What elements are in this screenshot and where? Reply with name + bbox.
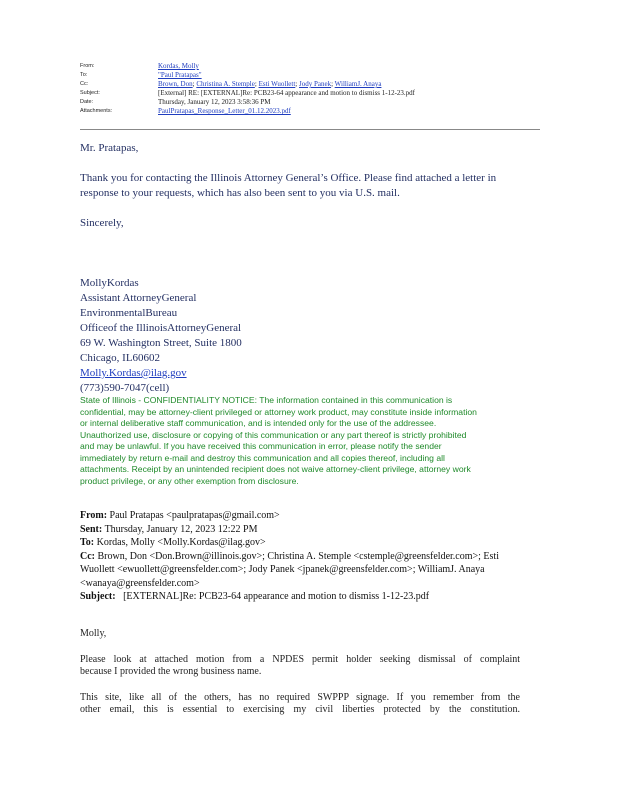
signature-address-city: Chicago, IL60602 bbox=[80, 352, 161, 364]
notice-line: attachments. Receipt by an unintended recipient does not waive attorney-client privilege, attorney work bbox=[80, 464, 471, 474]
header-from-row bbox=[80, 62, 542, 71]
signature-block bbox=[80, 276, 550, 396]
original-para-line: because I provided the wrong business name. bbox=[80, 666, 262, 677]
fw-subject-label: Subject: bbox=[80, 591, 116, 602]
fw-to-row bbox=[80, 536, 550, 550]
header-to-label: To: bbox=[80, 72, 88, 78]
original-para-line: Please look at attached motion from a NPDES permit holder seeking dismissal of complaint bbox=[80, 654, 520, 665]
cc-recipient[interactable]: Brown, Don bbox=[158, 80, 193, 88]
header-attachments-row bbox=[80, 107, 542, 116]
original-message-body bbox=[80, 628, 520, 716]
fw-sent-value: Thursday, January 12, 2023 12:22 PM bbox=[104, 523, 258, 535]
header-from-value[interactable]: Kordas, Molly bbox=[158, 62, 199, 70]
fw-from-label: From: bbox=[80, 510, 108, 521]
original-para-line: This site, like all of the others, has no required SWPPP signage. If you remember from the bbox=[80, 692, 520, 703]
cc-recipient[interactable]: Esti Wuollett bbox=[258, 80, 296, 88]
signature-name: MollyKordas bbox=[80, 277, 139, 289]
email-header bbox=[80, 62, 542, 116]
cc-recipient[interactable]: WilliamJ. Anaya bbox=[334, 80, 382, 88]
notice-line: State of Illinois - CONFIDENTIALITY NOTICE: The information contained in this communication is bbox=[80, 395, 453, 405]
header-cc-row bbox=[80, 80, 542, 89]
fw-from-row bbox=[80, 509, 550, 523]
reply-body bbox=[80, 141, 550, 396]
fw-from-value: Paul Pratapas <paulpratapas@gmail.com> bbox=[109, 510, 280, 521]
signature-office: Officeof the IllinoisAttorneyGeneral bbox=[80, 322, 242, 334]
notice-line: and may be unlawful. If you have received this communication in error, please notify the sender bbox=[80, 441, 442, 451]
fw-cc-value: Brown, Don <Don.Brown@illinois.gov>; Christina A. Stemple <cstemple@greensfelder.com>; Esti bbox=[97, 550, 499, 562]
signature-email-link[interactable]: Molly.Kordas@ilag.gov bbox=[80, 367, 187, 379]
fw-cc-label: Cc: bbox=[80, 550, 95, 562]
fw-subject-row bbox=[80, 590, 550, 604]
signature-address-street: 69 W. Washington Street, Suite 1800 bbox=[80, 337, 242, 349]
fw-cc-line: Wuollett <ewuollett@greensfelder.com>; Jody Panek <jpanek@greensfelder.com>; WilliamJ. Anaya bbox=[80, 564, 485, 575]
reply-para-line: Thank you for contacting the Illinois Attorney General’s Office. Please find attached a letter in bbox=[80, 172, 497, 184]
fw-to-value: Kordas, Molly <Molly.Kordas@ilag.gov> bbox=[96, 537, 266, 548]
cc-recipient[interactable]: Jody Panek bbox=[299, 80, 332, 88]
reply-closing: Sincerely, bbox=[80, 217, 124, 229]
forwarded-header bbox=[80, 509, 550, 604]
header-attachments-label: Attachments: bbox=[80, 108, 113, 114]
fw-to-label: To: bbox=[80, 537, 95, 548]
notice-line: confidential, may be attorney-client privileged or attorney work product, may constitute inside information bbox=[80, 406, 477, 417]
notice-line: Unauthorized use, disclosure or copying of this communication or any part thereof is strictly prohibited bbox=[80, 429, 467, 440]
confidentiality-notice bbox=[80, 395, 550, 487]
header-date-label: Date: bbox=[80, 99, 94, 105]
header-subject-value: [External] RE: [EXTERNAL]Re: PCB23-64 appearance and motion to dismiss 1-12-23.pdf bbox=[158, 89, 416, 97]
header-to-row bbox=[80, 71, 542, 80]
header-subject-label: Subject: bbox=[80, 90, 100, 96]
cc-recipient[interactable]: Christina A. Stemple bbox=[196, 80, 255, 88]
signature-phone: (773)590-7047(cell) bbox=[80, 382, 170, 394]
header-cc-value: Brown, Don; Christina A. Stemple; Esti Wuollett; Jody Panek; WilliamJ. Anaya bbox=[158, 80, 382, 88]
header-from-label: From: bbox=[80, 63, 95, 69]
notice-line: or internal deliberative staff communication, and is intended only for the use of the addressee. bbox=[80, 418, 437, 428]
reply-salutation: Mr. Pratapas, bbox=[80, 142, 139, 154]
original-salutation: Molly, bbox=[80, 628, 107, 639]
header-cc-label: Cc: bbox=[80, 81, 89, 87]
header-to-value[interactable]: "Paul Pratapas" bbox=[158, 71, 202, 79]
attachment-link[interactable]: PaulPratapas_Response_Letter_01.12.2023.pdf bbox=[158, 107, 291, 115]
fw-cc-row bbox=[80, 550, 550, 564]
signature-title: Assistant AttorneyGeneral bbox=[80, 292, 197, 304]
header-date-row bbox=[80, 98, 542, 107]
header-subject-row bbox=[80, 89, 542, 98]
fw-cc-line: <wanaya@greensfelder.com> bbox=[80, 577, 200, 589]
fw-sent-label: Sent: bbox=[80, 523, 103, 535]
original-para-line: other email, this is essential to exercising my civil liberties protected by the constitution. bbox=[80, 704, 520, 715]
fw-subject-value: [EXTERNAL]Re: PCB23-64 appearance and motion to dismiss 1-12-23.pdf bbox=[123, 591, 430, 602]
fw-sent-row bbox=[80, 523, 550, 537]
reply-para-line: response to your requests, which has also been sent to you via U.S. mail. bbox=[80, 187, 400, 199]
header-divider bbox=[80, 129, 540, 130]
header-date-value: Thursday, January 12, 2023 3:58:36 PM bbox=[158, 98, 271, 106]
notice-line: immediately by return e-mail and destroy this communication and all copies thereof, including all bbox=[80, 452, 445, 463]
signature-bureau: EnvironmentalBureau bbox=[80, 307, 178, 319]
notice-line: product privilege, or any other exemption from disclosure. bbox=[80, 475, 299, 486]
